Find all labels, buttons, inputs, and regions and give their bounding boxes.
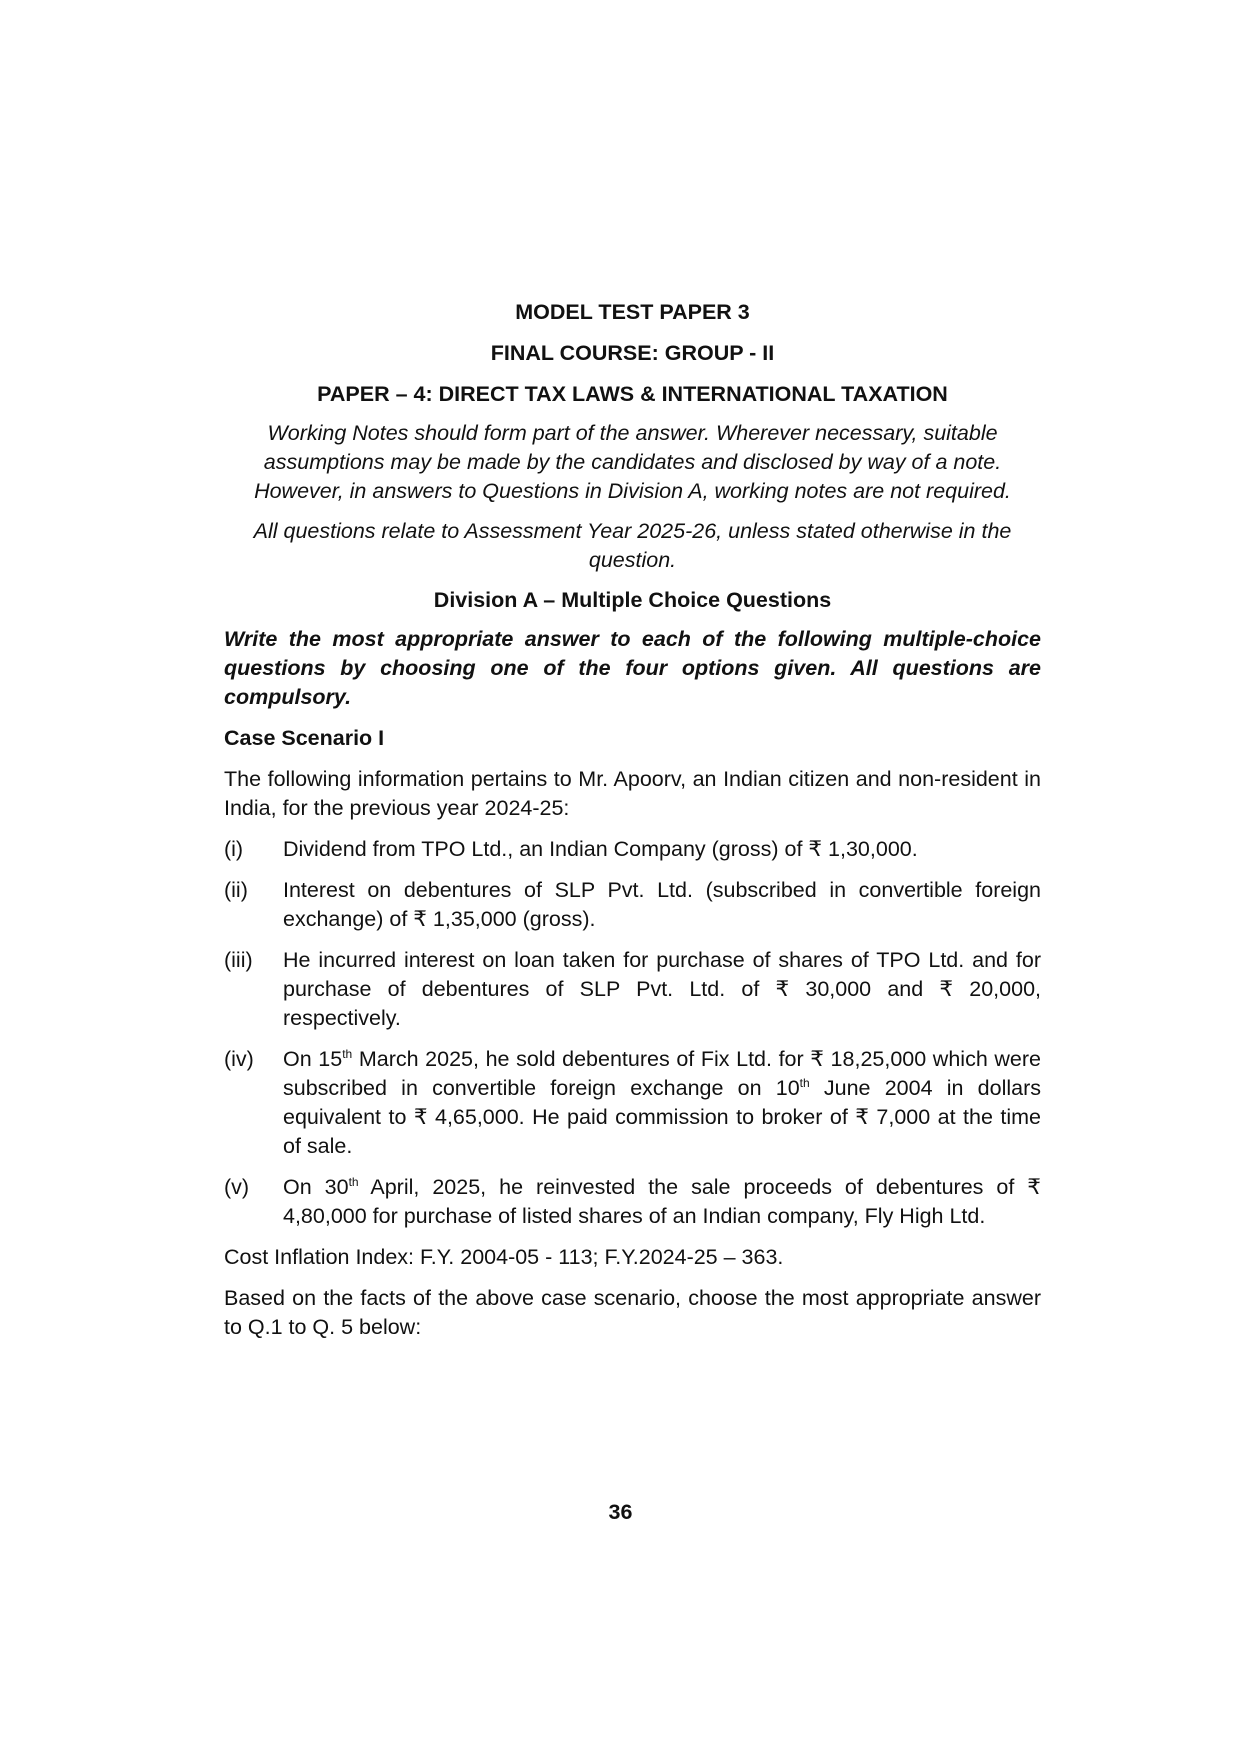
list-item	[224, 946, 1041, 1033]
list-item	[224, 1045, 1041, 1161]
item-text	[283, 1173, 1041, 1231]
case-scenario-title: Case Scenario I	[224, 726, 385, 750]
paper-subject: PAPER – 4: DIRECT TAX LAWS & INTERNATIONAL TAXATION	[317, 382, 948, 406]
ordinal-suffix: th	[799, 1076, 810, 1090]
item-number: (v)	[224, 1175, 250, 1199]
item-text-part: April, 2025, he reinvested the sale proceeds of debentures of ₹ 4,80,000 for purchase of listed shares of an Indian company, Fly High Ltd.	[283, 1175, 1041, 1228]
item-text	[283, 1045, 1041, 1161]
item-number: (iv)	[224, 1047, 254, 1071]
division-heading: Division A – Multiple Choice Questions	[433, 588, 832, 612]
list-item	[224, 835, 1041, 864]
course-title: FINAL COURSE: GROUP - II	[490, 341, 775, 365]
item-text: Dividend from TPO Ltd., an Indian Company (gross) of ₹ 1,30,000.	[283, 837, 918, 861]
list-item	[224, 876, 1041, 934]
ordinal-suffix: th	[348, 1175, 359, 1189]
mcq-instruction: Write the most appropriate answer to each of the following multiple-choice questions by choosing one of the four options given. All questions are compulsory.	[224, 627, 1041, 709]
item-text-part: On 15	[283, 1047, 343, 1071]
item-text-part: On 30	[283, 1175, 349, 1199]
assessment-year-note: All questions relate to Assessment Year 2025-26, unless stated otherwise in the question.	[253, 519, 1012, 572]
item-text-part: March 2025, he sold debentures of Fix Ltd. for ₹ 18,25,000 which were subscribed in convertible foreign exchange on 10	[283, 1047, 1041, 1100]
item-text-part: June 2004 in dollars equivalent to ₹ 4,65,000. He paid commission to broker of ₹ 7,000 at the time of sale.	[283, 1076, 1041, 1158]
list-item	[224, 1173, 1041, 1231]
cost-inflation-index: Cost Inflation Index: F.Y. 2004-05 - 113; F.Y.2024-25 – 363.	[224, 1245, 784, 1269]
paper-title: MODEL TEST PAPER 3	[515, 300, 750, 324]
page-number: 36	[608, 1500, 633, 1524]
case-closing: Based on the facts of the above case scenario, choose the most appropriate answer to Q.1 to Q. 5 below:	[224, 1286, 1041, 1339]
case-facts-list	[224, 835, 1041, 1231]
item-number: (i)	[224, 837, 244, 861]
item-text: He incurred interest on loan taken for purchase of shares of TPO Ltd. and for purchase of debentures of SLP Pvt. Ltd. of ₹ 30,000 and ₹ 20,000, respectively.	[283, 948, 1041, 1030]
item-number: (ii)	[224, 878, 248, 902]
working-notes-instruction: Working Notes should form part of the answer. Wherever necessary, suitable assumptions may be made by the candidates and disclosed by way of a note. However, in answers to Questions in Division A, working notes are not required.	[254, 421, 1011, 503]
page-content	[224, 298, 1041, 1354]
item-number: (iii)	[224, 948, 253, 972]
item-text: Interest on debentures of SLP Pvt. Ltd. (subscribed in convertible foreign exchange) of ₹ 1,35,000 (gross).	[283, 878, 1041, 931]
case-intro: The following information pertains to Mr. Apoorv, an Indian citizen and non-resident in India, for the previous year 2024-25:	[224, 767, 1041, 820]
ordinal-suffix: th	[342, 1047, 353, 1061]
